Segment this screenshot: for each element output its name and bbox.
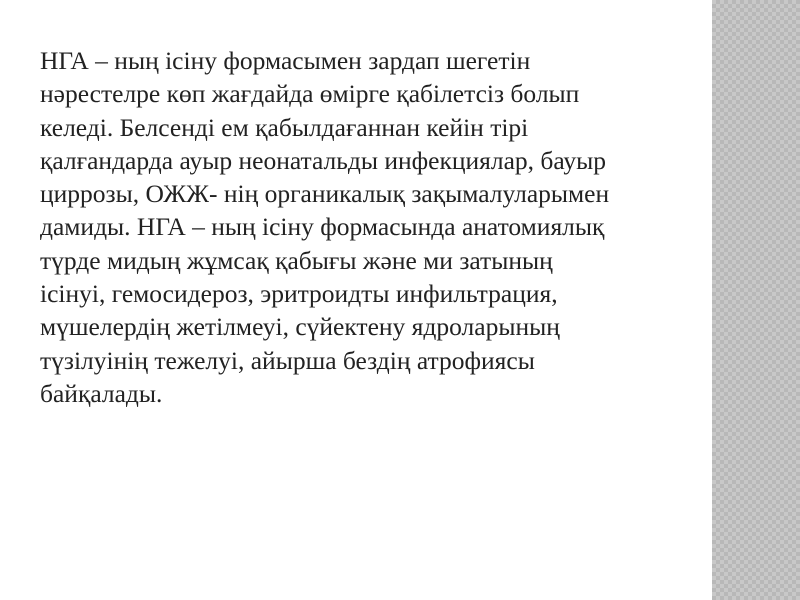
- slide-body-text: [40, 44, 740, 410]
- decorative-checker-strip: [712, 0, 800, 600]
- text-line-4: қалғандарда ауыр неонатальды инфекциялар, бауыр: [40, 145, 607, 175]
- text-line-6: дамиды. НГА – ның ісіну формасында анатомиялық: [40, 212, 605, 242]
- text-line-2: нәрестелре көп жағдайда өмірге қабілетсіз болып: [40, 79, 580, 109]
- text-line-9: мүшелердің жетілмеуі, сүйектену ядроларының: [40, 312, 560, 342]
- text-line-11: байқалады.: [40, 378, 163, 408]
- text-line-10: түзілуінің тежелуі, айырша бездің атрофиясы: [40, 345, 535, 375]
- text-line-7: түрде мидың жұмсақ қабығы және ми затының: [40, 245, 553, 275]
- text-line-1: НГА – ның ісіну формасымен зардап шегетін: [40, 46, 531, 75]
- text-line-5: циррозы, ОЖЖ- нің органикалық зақымалуларымен: [40, 179, 610, 209]
- text-line-3: келеді. Белсенді ем қабылдағаннан кейін тірі: [40, 112, 529, 142]
- text-line-8: ісінуі, гемосидероз, эритроидты инфильтрация,: [40, 279, 558, 309]
